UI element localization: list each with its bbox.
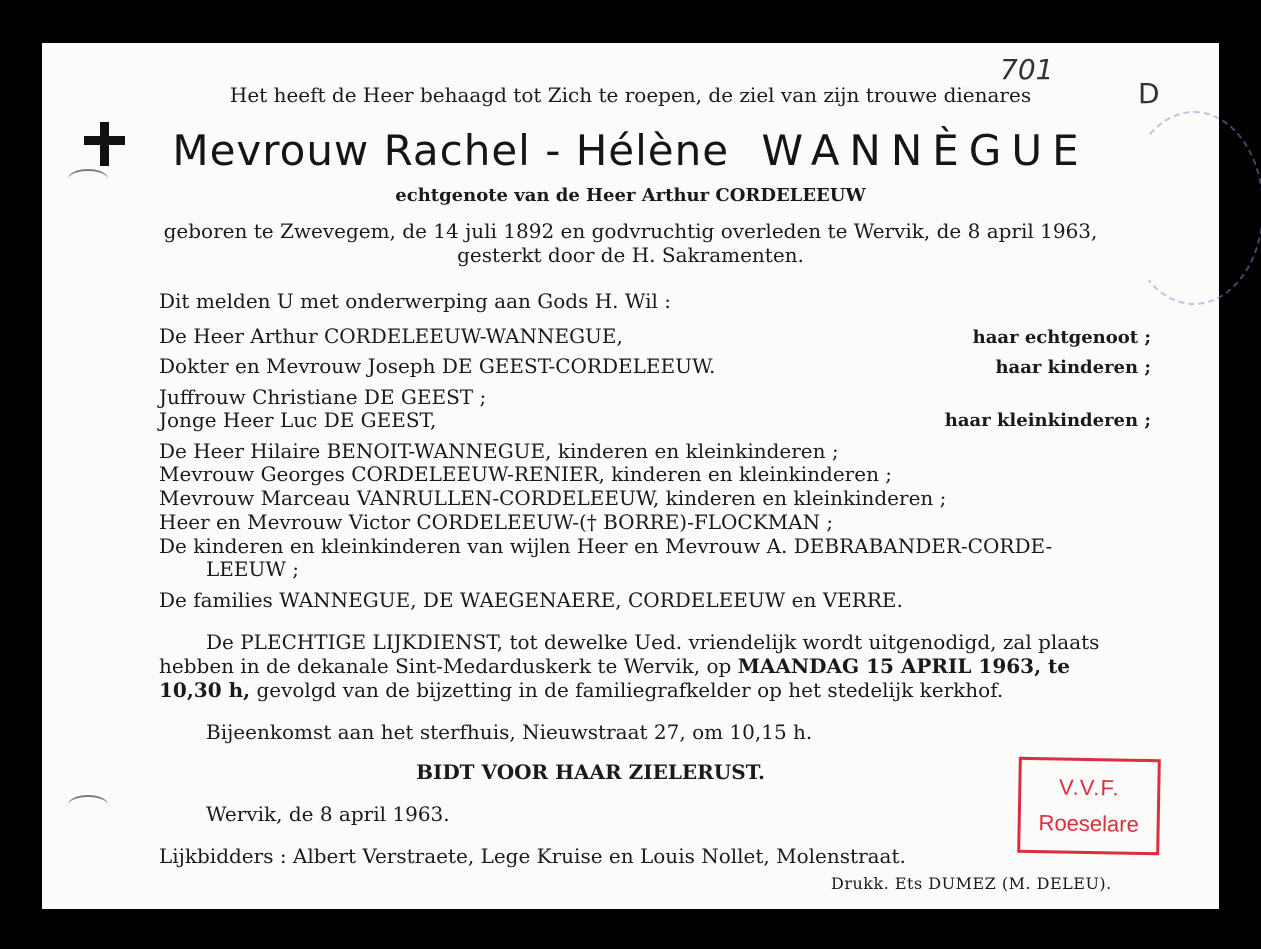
intro-text: Het heeft de Heer behaagd tot Zich te roepen, de ziel van zijn trouwe dienares <box>229 83 1032 107</box>
family-name-8-cont: LEEUW ; <box>206 557 299 581</box>
family-name-7: Heer en Mevrouw Victor CORDELEEUW-(† BORRE)-FLOCKMAN ; <box>159 510 834 534</box>
biddelaars-line: Lijkbidders : Albert Verstraete, Lege Kruise en Louis Nollet, Molenstraat. <box>159 844 906 868</box>
deceased-surname: WANNÈGUE <box>761 126 1089 175</box>
family-relation-0: haar echtgenoot ; <box>972 327 1151 348</box>
deceased-name <box>42 127 1219 175</box>
prayer-line: BIDT VOOR HAAR ZIELERUST. <box>416 760 765 784</box>
service-time: 10,30 h, <box>159 678 251 702</box>
family-name-6: Mevrouw Marceau VANRULLEN-CORDELEEUW, kinderen en kleinkinderen ; <box>159 486 947 510</box>
families-line: De families WANNEGUE, DE WAEGENAERE, CORDELEEUW en VERRE. <box>159 588 903 612</box>
service-date: MAANDAG 15 APRIL 1963, te <box>737 654 1070 678</box>
handwritten-letter: D <box>1138 77 1160 110</box>
family-name-5: Mevrouw Georges CORDELEEUW-RENIER, kinderen en kleinkinderen ; <box>159 462 893 486</box>
family-name-2: Juffrouw Christiane DE GEEST ; <box>159 385 487 409</box>
archive-stamp <box>1017 757 1161 855</box>
service-church: hebben in de dekanale Sint-Medarduskerk te Wervik, op <box>159 654 738 678</box>
family-name-4: De Heer Hilaire BENOIT-WANNEGUE, kinderen en kleinkinderen ; <box>159 439 839 463</box>
punch-hole-mark-bottom <box>68 795 108 815</box>
memorial-card <box>42 43 1219 909</box>
stamp-line-2: Roeselare <box>1038 810 1140 837</box>
deceased-first-name: Mevrouw Rachel - Hélène <box>172 126 730 175</box>
printer-line: Drukk. Ets DUMEZ (M. DELEU). <box>831 874 1112 893</box>
family-relation-3: haar kleinkinderen ; <box>944 410 1151 431</box>
sacraments-line: gesterkt door de H. Sakramenten. <box>457 243 804 267</box>
service-burial: gevolgd van de bijzetting in de familiegrafkelder op het stedelijk kerkhof. <box>250 678 1004 702</box>
family-relation-1: haar kinderen ; <box>995 357 1151 378</box>
announcement: Dit melden U met onderwerping aan Gods H. Wil : <box>159 289 671 313</box>
family-name-1: Dokter en Mevrouw Joseph DE GEEST-CORDELEEUW. <box>159 354 716 378</box>
place-date: Wervik, de 8 april 1963. <box>206 802 450 826</box>
family-name-8: De kinderen en kleinkinderen van wijlen Heer en Mevrouw A. DEBRABANDER-CORDE- <box>159 534 1053 558</box>
family-name-0: De Heer Arthur CORDELEEUW-WANNEGUE, <box>159 324 623 348</box>
service-line-1: De PLECHTIGE LIJKDIENST, tot dewelke Ued. vriendelijk wordt uitgenodigd, zal plaats <box>206 630 1100 654</box>
birth-death-line: geboren te Zwevegem, de 14 juli 1892 en godvruchtig overleden te Wervik, de 8 april 1963, <box>163 219 1098 243</box>
spouse-line: echtgenote van de Heer Arthur CORDELEEUW <box>395 185 866 206</box>
meeting-line: Bijeenkomst aan het sterfhuis, Nieuwstraat 27, om 10,15 h. <box>206 720 813 744</box>
stamp-line-1: V.V.F. <box>1058 774 1120 801</box>
family-name-3: Jonge Heer Luc DE GEEST, <box>159 408 437 432</box>
handwritten-number: 701 <box>1000 53 1054 86</box>
service-line-2 <box>159 654 1070 678</box>
service-line-3 <box>159 678 1003 702</box>
